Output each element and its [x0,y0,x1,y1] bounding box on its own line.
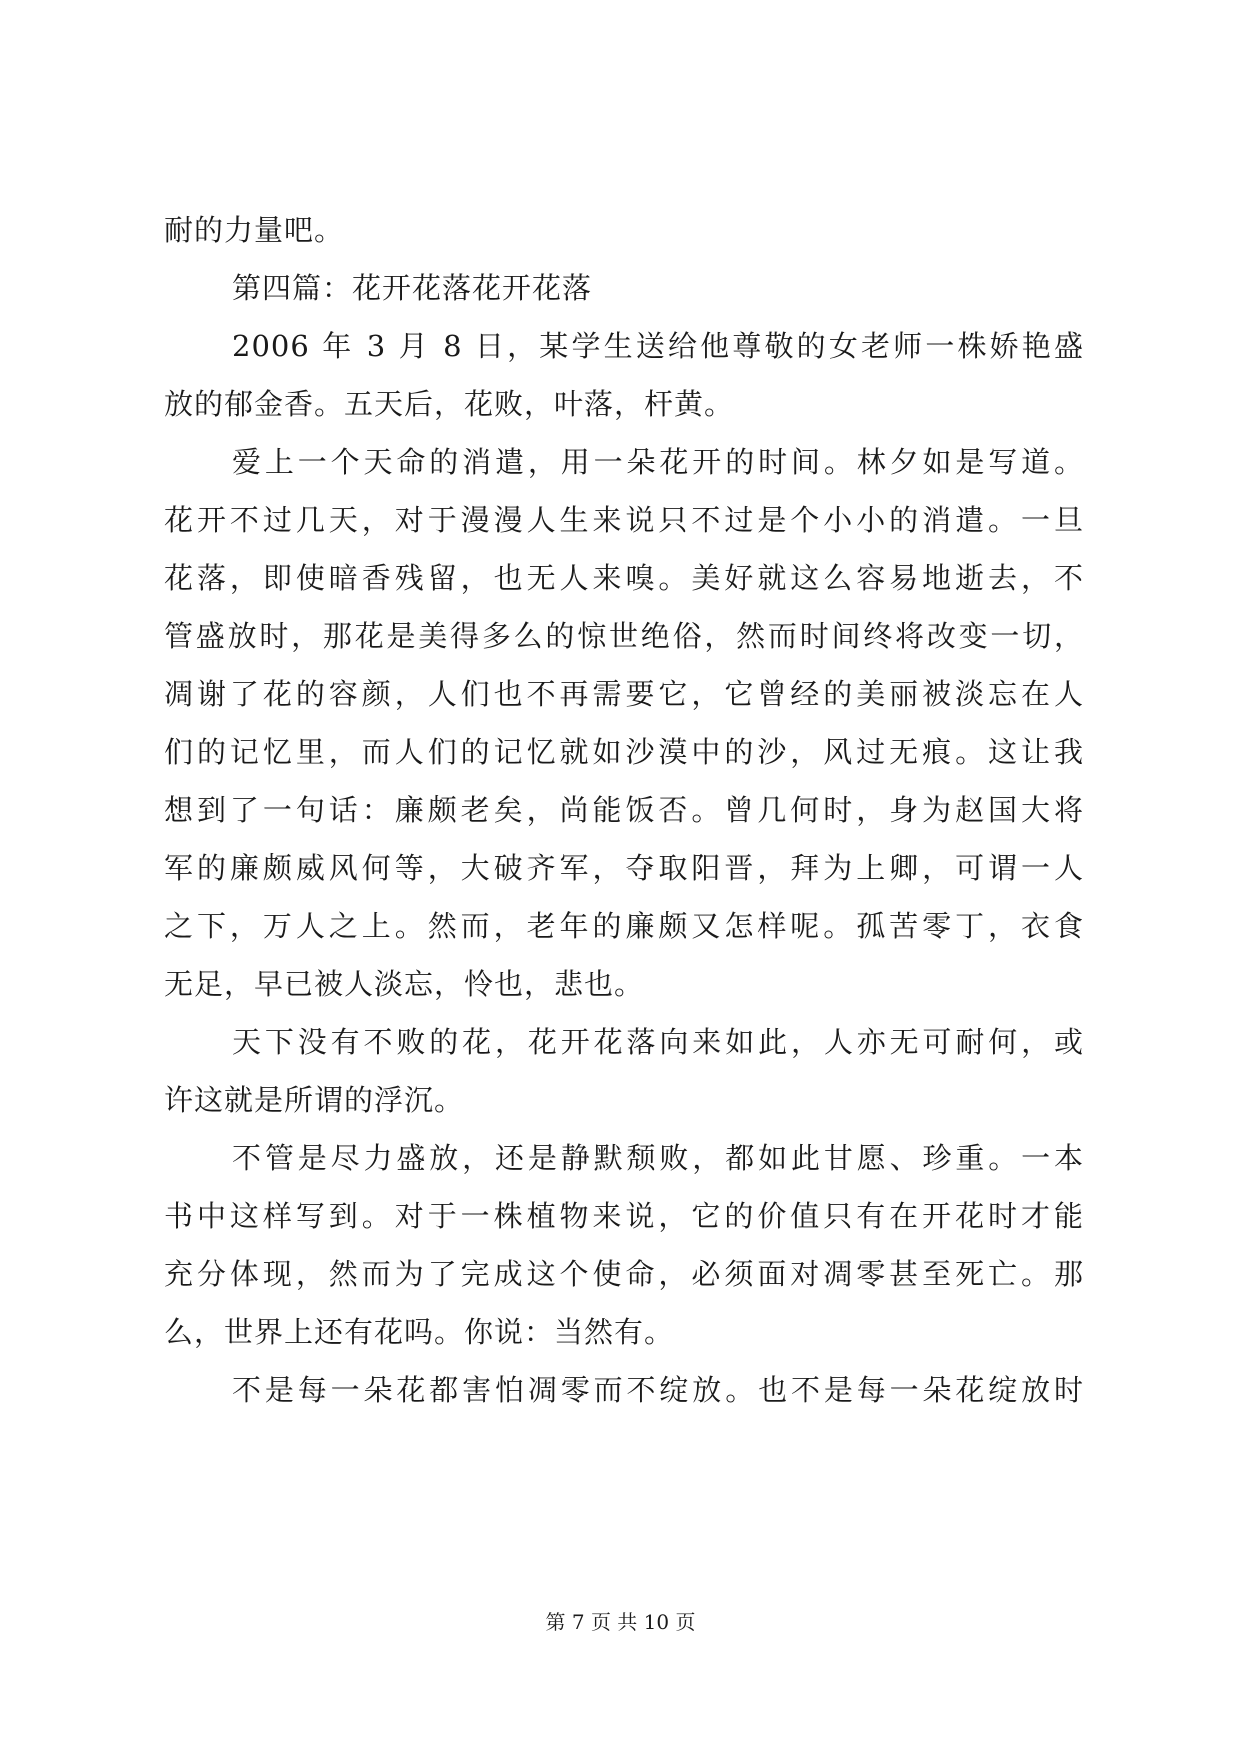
section-heading: 第四篇：花开花落花开花落 [232,271,593,305]
text-line: 军的廉颇威风何等，大破齐军，夺取阳晋，拜为上卿，可谓一人 [164,851,1084,885]
text-line: 爱上一个天命的消遣，用一朵花开的时间。林夕如是写道。 [232,445,1084,479]
text-line: 凋谢了花的容颜，人们也不再需要它，它曾经的美丽被淡忘在人 [164,677,1084,711]
text-line: 许这就是所谓的浮沉。 [164,1083,465,1117]
text-line: 书中这样写到。对于一株植物来说，它的价值只有在开花时才能 [164,1199,1084,1233]
text-line: 想到了一句话：廉颇老矣，尚能饭否。曾几何时，身为赵国大将 [164,793,1084,827]
page-number-footer: 第 7 页 共 10 页 [545,1610,696,1634]
text-line: 无足，早已被人淡忘，怜也，悲也。 [164,967,645,1001]
text-line: 天下没有不败的花，花开花落向来如此，人亦无可耐何，或 [232,1025,1084,1059]
text-line: 不是每一朵花都害怕凋零而不绽放。也不是每一朵花绽放时 [232,1373,1084,1407]
text-line: 充分体现，然而为了完成这个使命，必须面对凋零甚至死亡。那 [164,1257,1084,1291]
text-line: 之下，万人之上。然而，老年的廉颇又怎样呢。孤苦零丁，衣食 [164,909,1084,943]
text-line: 管盛放时，那花是美得多么的惊世绝俗，然而时间终将改变一切， [164,619,1084,653]
text-line: 放的郁金香。五天后，花败，叶落，杆黄。 [164,387,735,421]
text-line: 们的记忆里，而人们的记忆就如沙漠中的沙，风过无痕。这让我 [164,735,1084,769]
text-line: 么，世界上还有花吗。你说：当然有。 [164,1315,675,1349]
text-line: 2006 年 3 月 8 日，某学生送给他尊敬的女老师一株娇艳盛 [232,329,1084,363]
text-line: 花开不过几天，对于漫漫人生来说只不过是个小小的消遣。一旦 [164,503,1084,537]
text-line: 花落，即使暗香残留，也无人来嗅。美好就这么容易地逝去，不 [164,561,1084,595]
text-line: 不管是尽力盛放，还是静默颓败，都如此甘愿、珍重。一本 [232,1141,1084,1175]
text-line: 耐的力量吧。 [164,213,345,247]
